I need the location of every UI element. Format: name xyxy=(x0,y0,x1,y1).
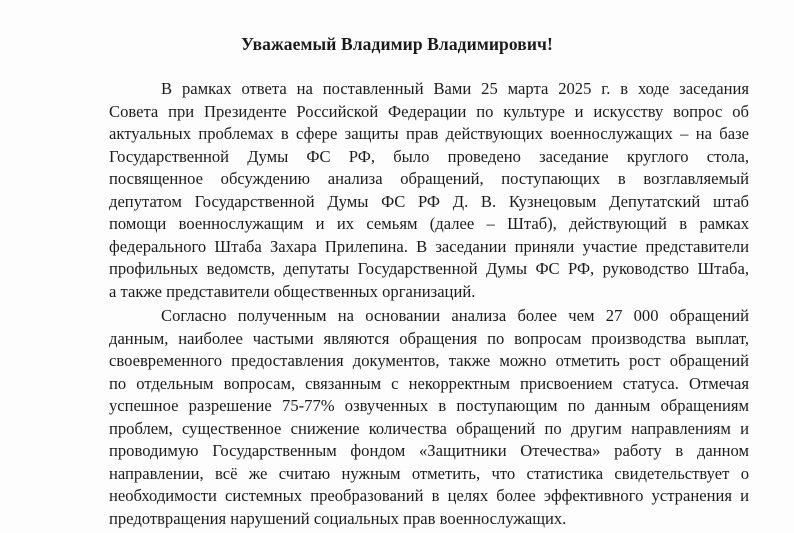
paragraph-2 xyxy=(109,305,749,530)
paragraph-line: проводимую Государственным фондом «Защитники Отечества» работу в данном xyxy=(109,441,749,460)
paragraph-line: помощи военнослужащим и их семьям (далее – Штаб), действующий в рамках xyxy=(109,214,749,233)
paragraph-line: актуальных проблемах в сфере защиты прав действующих военнослужащих – на базе xyxy=(109,124,749,143)
paragraph-line: Государственной Думы ФС РФ, было проведено заседание круглого стола, xyxy=(109,146,749,166)
paragraph-line: Согласно полученным на основании анализа более чем 27 000 обращений xyxy=(161,306,749,325)
paragraph-line: данным, наиболее частыми являются обращения по вопросам производства выплат, xyxy=(109,328,749,348)
paragraph-line: проблем, существенное снижение количества обращений по другим направлениям и xyxy=(109,418,749,438)
paragraph-line: депутатом Государственной Думы ФС РФ Д. В. Кузнецовым Депутатский штаб xyxy=(109,191,749,211)
paragraph-line: предотвращения нарушений социальных прав военнослужащих. xyxy=(109,508,567,528)
salutation-heading: Уважаемый Владимир Владимирович! xyxy=(241,34,553,54)
paragraph-line: необходимости системных преобразований в целях более эффективного устранения и xyxy=(109,486,749,505)
paragraph-line: направлении, всё же считаю нужным отметить, что статистика свидетельствует о xyxy=(109,463,749,483)
paragraph-line: профильных ведомств, депутаты Государственной Думы ФС РФ, руководство Штаба, xyxy=(109,259,749,278)
paragraph-line: успешное разрешение 75-77% озвученных в поступающим по данным обращениям xyxy=(109,396,749,415)
paragraph-1 xyxy=(109,78,749,303)
paragraph-line: В рамках ответа на поставленный Вами 25 марта 2025 г. в ходе заседания xyxy=(161,79,749,98)
paragraph-line: по отдельным вопросам, связанным с некорректным присвоением статуса. Отмечая xyxy=(109,373,749,393)
paragraph-line: посвященное обсуждению анализа обращений, поступающих в возглавляемый xyxy=(109,169,749,188)
paragraph-line: а также представители общественных организаций. xyxy=(109,281,476,301)
paragraph-line: федерального Штаба Захара Прилепина. В заседании приняли участие представители xyxy=(109,236,749,256)
paragraph-line: своевременного предоставления документов, также можно отметить рост обращений xyxy=(109,351,749,370)
paragraph-line: Совета при Президенте Российской Федерации по культуре и искусству вопрос об xyxy=(109,101,749,121)
